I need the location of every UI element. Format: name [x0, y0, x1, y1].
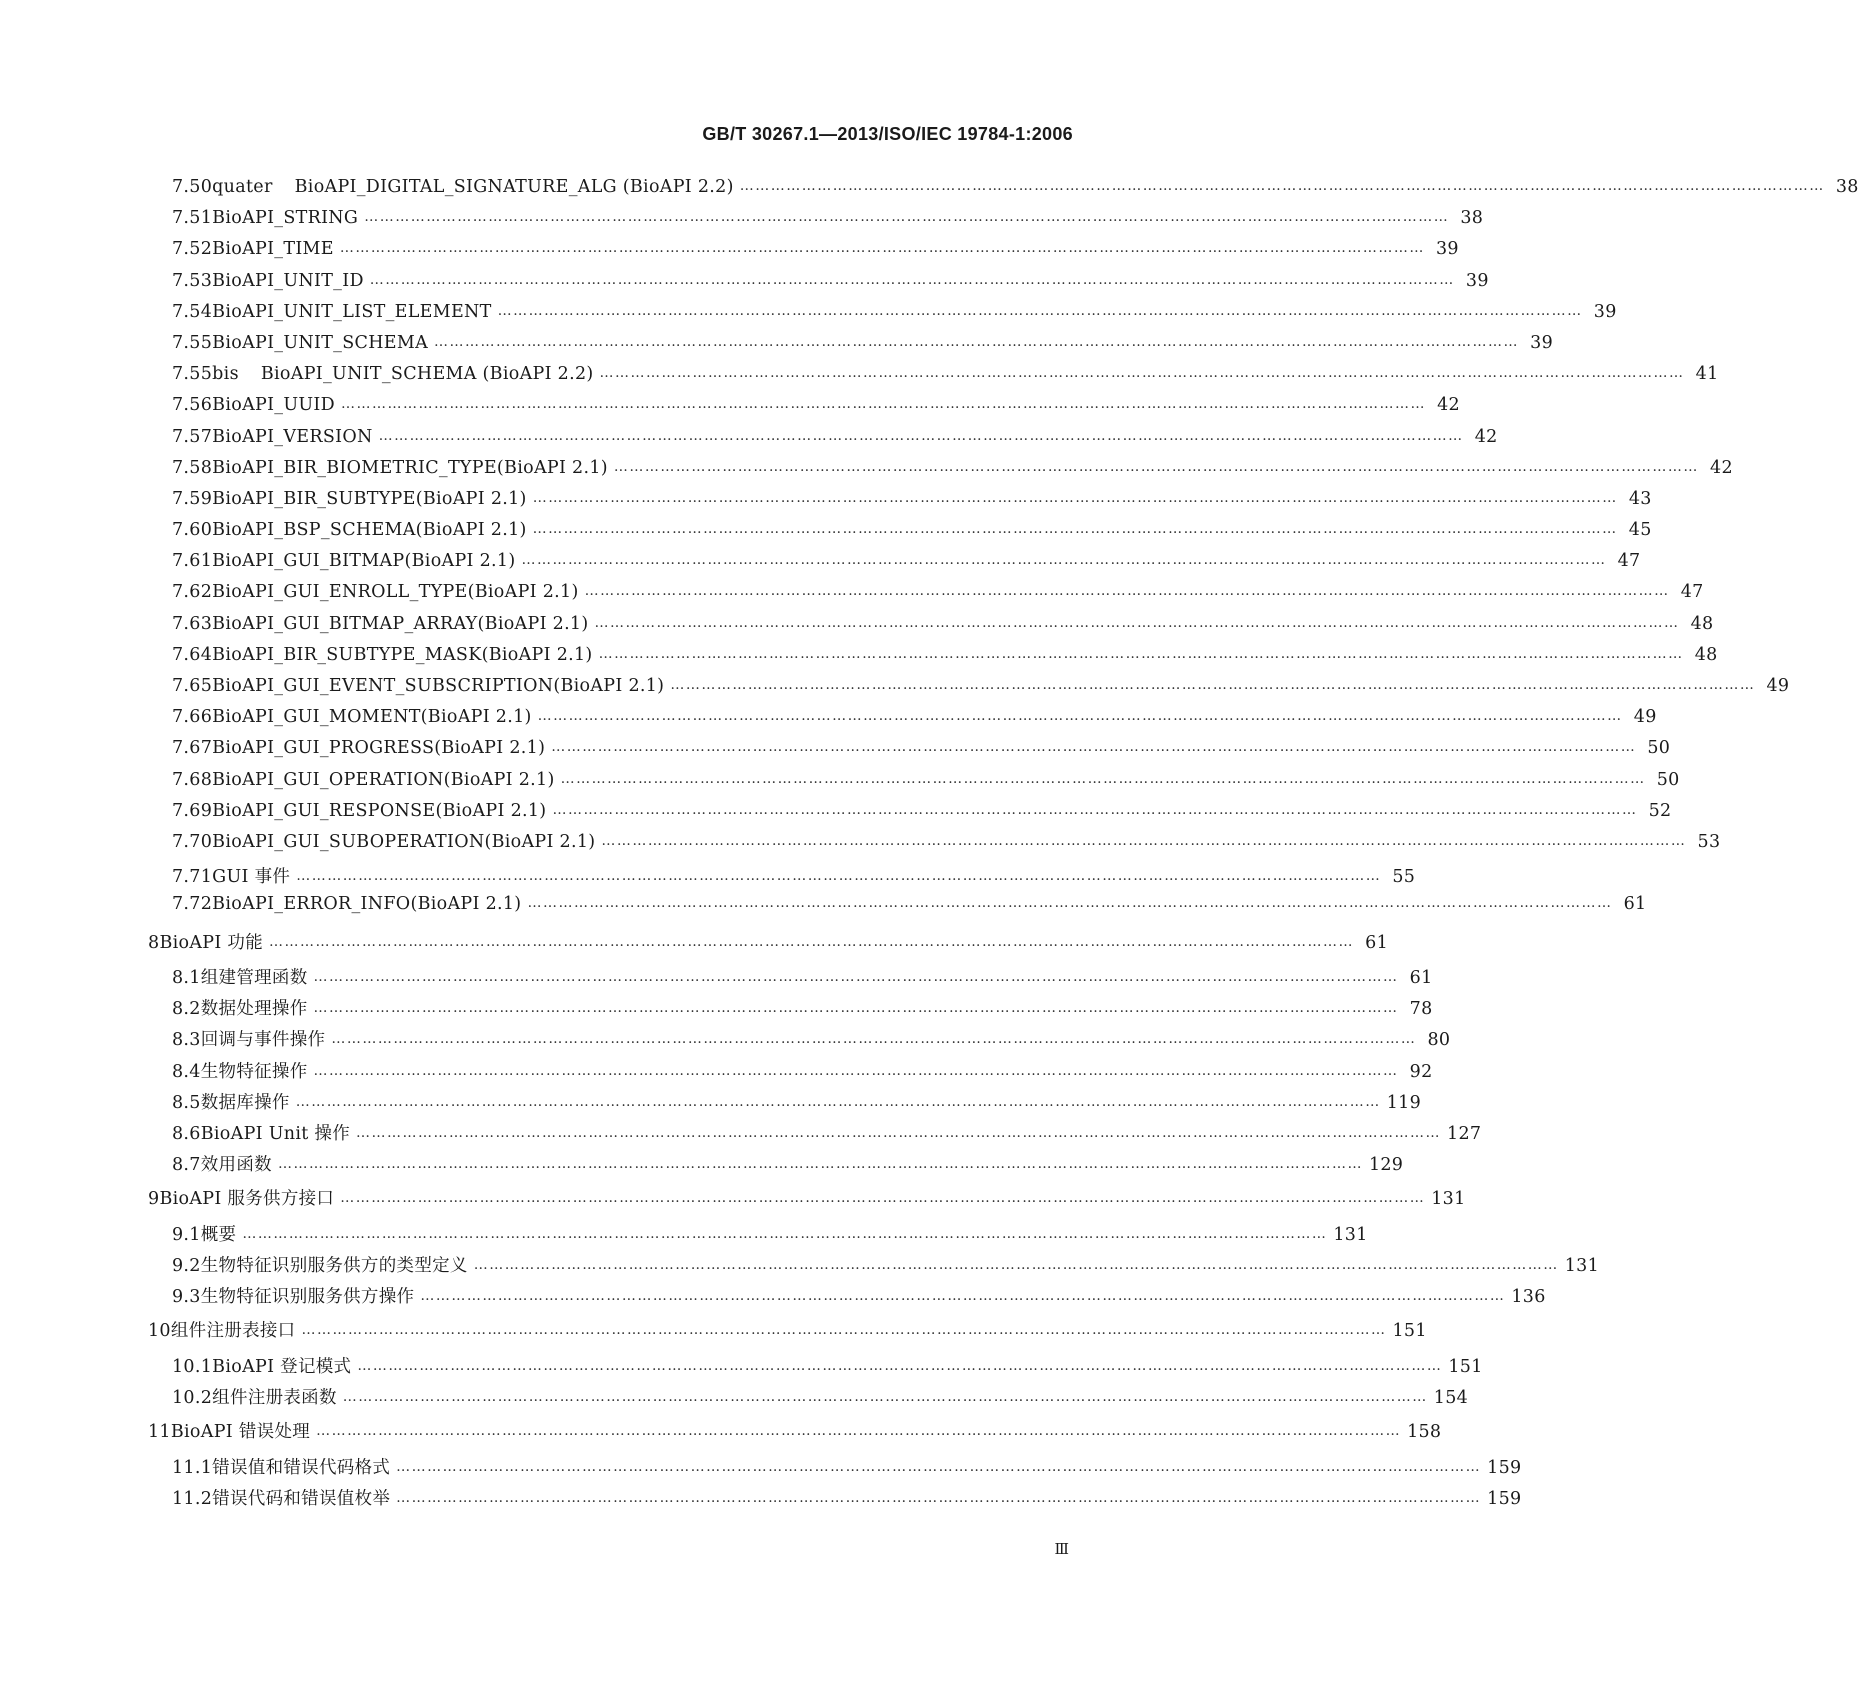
toc-entry-title: BioAPI_GUI_BITMAP(BioAPI 2.1) — [212, 551, 516, 572]
toc-entry-title: BioAPI_GUI_RESPONSE(BioAPI 2.1) — [212, 800, 547, 821]
toc-entry-page: 61 — [1365, 932, 1389, 953]
toc-entry[interactable] — [148, 1221, 1368, 1252]
toc-leader-dots: ………………………………………………………………………………………………………………………………………………………………………………………… — [301, 1322, 1387, 1339]
toc-entry-page: 131 — [1564, 1256, 1600, 1276]
toc-entry[interactable] — [148, 332, 1554, 364]
toc-entry-number: 11.1 — [172, 1457, 213, 1478]
toc-entry-page: 39 — [1465, 270, 1489, 291]
toc-entry-title: BioAPI_GUI_SUBOPERATION(BioAPI 2.1) — [212, 831, 596, 852]
toc-entry-page: 151 — [1392, 1321, 1427, 1342]
toc-entry-number: 8.1 — [172, 968, 201, 988]
toc-entry-page: 47 — [1617, 551, 1641, 572]
toc-entry[interactable] — [148, 1415, 1442, 1454]
toc-entry-page: 78 — [1409, 999, 1433, 1020]
toc-entry-title: 回调与事件操作 — [200, 1030, 326, 1051]
toc-entry-page: 131 — [1431, 1189, 1466, 1210]
toc-leader-dots: ………………………………………………………………………………………………………………………………………………………………………………………… — [552, 801, 1638, 818]
toc-entry-number: 7.63 — [172, 613, 213, 634]
toc-entry[interactable] — [148, 644, 1718, 676]
toc-entry[interactable] — [148, 964, 1433, 995]
toc-entry-number: 7.59 — [172, 488, 213, 509]
toc-leader-dots: ………………………………………………………………………………………………………………………………………………………………………………………… — [396, 1489, 1482, 1506]
toc-leader-dots: ………………………………………………………………………………………………………………………………………………………………………………………… — [594, 614, 1680, 631]
toc-entry-title: BioAPI_UNIT_ID — [212, 270, 364, 291]
toc-entry-title: BioAPI_GUI_EVENT_SUBSCRIPTION(BioAPI 2.1) — [212, 676, 665, 696]
toc-entry-number: 7.54 — [172, 301, 213, 322]
toc-entry-page: 159 — [1487, 1457, 1522, 1478]
toc-entry-page: 119 — [1386, 1092, 1422, 1113]
toc-entry-page: 158 — [1407, 1422, 1442, 1443]
toc-entry-number: 8.5 — [172, 1092, 201, 1113]
toc-entry-page: 45 — [1628, 520, 1652, 541]
toc-entry-page: 42 — [1474, 426, 1498, 447]
toc-entry-page: 47 — [1680, 582, 1704, 603]
toc-entry[interactable] — [148, 208, 1484, 239]
toc-entry[interactable] — [148, 1089, 1422, 1120]
toc-entry-number: 7.55bis — [172, 364, 239, 385]
toc-entry[interactable] — [148, 738, 1671, 769]
toc-leader-dots: ………………………………………………………………………………………………………………………………………………………………………………………… — [551, 739, 1637, 756]
toc-entry-title: BioAPI 服务供方接口 — [159, 1189, 335, 1210]
toc-entry-number: 9 — [148, 1189, 160, 1210]
toc-leader-dots: ………………………………………………………………………………………………………………………………………………………………………………………… — [378, 427, 1464, 444]
toc-entry-title: BioAPI_ERROR_INFO(BioAPI 2.1) — [212, 894, 522, 915]
toc-entry[interactable] — [148, 1384, 1469, 1415]
toc-entry-title: 数据处理操作 — [200, 999, 308, 1020]
toc-entry[interactable] — [148, 395, 1460, 426]
toc-leader-dots: ………………………………………………………………………………………………………………………………………………………………………………………… — [356, 1124, 1442, 1141]
toc-entry-title: BioAPI_GUI_PROGRESS(BioAPI 2.1) — [212, 738, 546, 759]
toc-entry-page: 131 — [1333, 1224, 1368, 1245]
toc-entry-number: 8 — [148, 932, 160, 953]
toc-entry-title: 组件注册表接口 — [170, 1321, 296, 1342]
toc-entry-number: 7.69 — [172, 800, 213, 821]
toc-entry-title: BioAPI_GUI_ENROLL_TYPE(BioAPI 2.1) — [212, 582, 579, 603]
toc-leader-dots: ………………………………………………………………………………………………………………………………………………………………………………………… — [537, 708, 1623, 725]
toc-entry-number: 7.68 — [172, 769, 213, 790]
toc-entry-title: 生物特征操作 — [200, 1061, 308, 1082]
toc-entry-title: 数据库操作 — [200, 1092, 290, 1113]
toc-entry-title: 错误代码和错误值枚举 — [212, 1488, 391, 1509]
toc-entry[interactable] — [148, 1353, 1483, 1384]
toc-leader-dots: ………………………………………………………………………………………………………………………………………………………………………………………… — [601, 832, 1687, 849]
toc-entry-title: BioAPI Unit 操作 — [200, 1123, 351, 1144]
toc-entry-page: 41 — [1695, 364, 1719, 385]
toc-entry[interactable] — [148, 177, 1859, 208]
toc-entry-title: BioAPI 错误处理 — [170, 1422, 311, 1443]
toc-entry[interactable] — [148, 863, 1416, 894]
toc-entry-title: BioAPI 功能 — [159, 932, 264, 953]
toc-entry-page: 43 — [1628, 488, 1652, 509]
toc-entry-page: 151 — [1448, 1356, 1483, 1377]
toc-leader-dots: ………………………………………………………………………………………………………………………………………………………………………………………… — [497, 302, 1583, 319]
toc-leader-dots: ………………………………………………………………………………………………………………………………………………………………………………………… — [613, 458, 1699, 475]
toc-entry-page: 129 — [1368, 1155, 1404, 1176]
toc-entry-title: BioAPI_GUI_MOMENT(BioAPI 2.1) — [212, 707, 532, 728]
toc-entry[interactable] — [148, 894, 1647, 925]
toc-entry-page: 55 — [1392, 867, 1416, 888]
toc-leader-dots: ………………………………………………………………………………………………………………………………………………………………………………………… — [396, 1458, 1482, 1475]
toc-entry[interactable] — [148, 707, 1657, 738]
toc-leader-dots: ………………………………………………………………………………………………………………………………………………………………………………………… — [331, 1031, 1417, 1048]
toc-entry-page: 49 — [1766, 676, 1790, 696]
toc-leader-dots: ………………………………………………………………………………………………………………………………………………………………………………………… — [313, 1000, 1399, 1017]
toc-entry-number: 8.4 — [172, 1061, 201, 1082]
toc-entry-number: 7.50quater — [172, 177, 273, 197]
toc-entry[interactable] — [148, 1485, 1522, 1516]
toc-entry-page: 48 — [1690, 613, 1714, 634]
toc-entry-number: 7.62 — [172, 582, 213, 603]
toc-leader-dots: ………………………………………………………………………………………………………………………………………………………………………………………… — [269, 933, 1355, 950]
toc-entry-number: 8.3 — [172, 1030, 201, 1051]
toc-entry-number: 8.6 — [172, 1123, 201, 1144]
toc-entry-page: 154 — [1433, 1388, 1469, 1409]
toc-entry[interactable] — [148, 1454, 1522, 1485]
toc-entry-title: BioAPI_UUID — [212, 395, 335, 416]
toc-entry-title: BioAPI_GUI_OPERATION(BioAPI 2.1) — [212, 769, 555, 790]
toc-entry-title: 生物特征识别服务供方操作 — [200, 1287, 415, 1308]
table-of-contents — [148, 177, 1859, 1516]
toc-entry-number: 7.51 — [172, 208, 213, 229]
toc-entry-page: 38 — [1460, 208, 1484, 229]
toc-entry-title: BioAPI_BIR_BIOMETRIC_TYPE(BioAPI 2.1) — [212, 457, 608, 478]
toc-entry-page: 50 — [1647, 738, 1671, 759]
toc-leader-dots: ………………………………………………………………………………………………………………………………………………………………………………………… — [357, 1357, 1443, 1374]
toc-entry[interactable] — [148, 769, 1680, 801]
toc-entry-page: 42 — [1437, 395, 1460, 416]
toc-entry-page: 127 — [1447, 1123, 1482, 1144]
toc-leader-dots: ………………………………………………………………………………………………………………………………………………………………………………………… — [584, 583, 1670, 600]
toc-entry-number: 7.53 — [172, 270, 213, 291]
toc-entry-page: 42 — [1710, 457, 1733, 478]
toc-entry-number: 7.66 — [172, 707, 213, 728]
toc-entry-page: 49 — [1633, 707, 1657, 728]
toc-entry[interactable] — [148, 1252, 1600, 1283]
toc-entry-page: 39 — [1435, 239, 1459, 260]
toc-entry-title: BioAPI 登记模式 — [212, 1356, 352, 1377]
toc-entry-title: BioAPI_UNIT_SCHEMA — [212, 332, 429, 353]
toc-entry-page: 39 — [1593, 301, 1617, 322]
toc-entry-title: 效用函数 — [200, 1155, 272, 1176]
toc-entry-title: BioAPI_VERSION — [212, 426, 373, 447]
toc-entry[interactable] — [148, 1314, 1427, 1353]
toc-entry-title: 错误值和错误代码格式 — [212, 1457, 391, 1478]
toc-entry-title: BioAPI_TIME — [212, 239, 334, 260]
toc-entry[interactable] — [148, 1283, 1546, 1314]
toc-entry-number: 10 — [148, 1321, 171, 1342]
toc-entry[interactable] — [148, 1120, 1482, 1151]
toc-entry-title: BioAPI_GUI_BITMAP_ARRAY(BioAPI 2.1) — [212, 613, 589, 634]
toc-entry-page: 61 — [1409, 968, 1433, 988]
toc-entry-page: 159 — [1487, 1488, 1522, 1509]
toc-entry-page: 136 — [1511, 1287, 1546, 1308]
toc-entry-title: 组件注册表函数 — [212, 1388, 337, 1409]
toc-entry-title: 组建管理函数 — [200, 968, 308, 988]
toc-entry[interactable] — [148, 301, 1617, 333]
toc-entry-number: 8.2 — [172, 999, 201, 1020]
toc-entry-title: BioAPI_BIR_SUBTYPE(BioAPI 2.1) — [212, 488, 527, 509]
toc-entry-title: BioAPI_DIGITAL_SIGNATURE_ALG (BioAPI 2.2) — [294, 177, 734, 197]
toc-leader-dots: ………………………………………………………………………………………………………………………………………………………………………………………… — [739, 178, 1825, 194]
toc-leader-dots: ………………………………………………………………………………………………………………………………………………………………………………………… — [277, 1156, 1363, 1173]
toc-leader-dots: ………………………………………………………………………………………………………………………………………………………………………………………… — [420, 1288, 1506, 1305]
toc-entry-page: 48 — [1694, 644, 1718, 665]
toc-entry-number: 7.58 — [172, 457, 213, 478]
toc-entry-number: 7.67 — [172, 738, 213, 759]
toc-entry[interactable] — [148, 364, 1719, 395]
toc-entry[interactable] — [148, 831, 1721, 863]
toc-entry-number: 9.2 — [172, 1256, 201, 1276]
toc-leader-dots: ………………………………………………………………………………………………………………………………………………………………………………………… — [521, 552, 1607, 569]
toc-entry[interactable] — [148, 995, 1433, 1026]
toc-entry-number: 8.7 — [172, 1155, 201, 1176]
toc-entry[interactable] — [148, 426, 1498, 458]
toc-entry[interactable] — [148, 551, 1641, 582]
toc-entry-page: 52 — [1648, 800, 1672, 821]
toc-entry-title: BioAPI_BSP_SCHEMA(BioAPI 2.1) — [212, 520, 527, 541]
toc-leader-dots: ………………………………………………………………………………………………………………………………………………………………………………………… — [599, 365, 1685, 382]
toc-entry-number: 10.1 — [172, 1356, 213, 1377]
toc-entry-page: 80 — [1427, 1030, 1451, 1051]
toc-entry-number: 7.60 — [172, 520, 213, 541]
toc-entry-title: BioAPI_UNIT_SCHEMA (BioAPI 2.2) — [260, 364, 594, 385]
toc-entry-number: 7.65 — [172, 676, 213, 696]
toc-entry[interactable] — [148, 582, 1704, 613]
toc-leader-dots: ………………………………………………………………………………………………………………………………………………………………………………………… — [295, 1093, 1381, 1110]
toc-entry-number: 7.61 — [172, 551, 213, 572]
toc-leader-dots: ………………………………………………………………………………………………………………………………………………………………………………………… — [670, 677, 1756, 693]
toc-leader-dots: ………………………………………………………………………………………………………………………………………………………………………………………… — [342, 1389, 1428, 1406]
toc-leader-dots: ………………………………………………………………………………………………………………………………………………………………………………………… — [364, 209, 1450, 226]
toc-entry[interactable] — [148, 239, 1459, 270]
toc-leader-dots: ………………………………………………………………………………………………………………………………………………………………………………………… — [316, 1423, 1402, 1440]
toc-entry-number: 11.2 — [172, 1488, 213, 1509]
toc-entry-number: 10.2 — [172, 1388, 213, 1409]
toc-entry-number: 7.57 — [172, 426, 213, 447]
toc-entry[interactable] — [148, 613, 1714, 645]
toc-entry-title: 生物特征识别服务供方的类型定义 — [200, 1256, 468, 1276]
toc-leader-dots: ………………………………………………………………………………………………………………………………………………………………………………………… — [369, 271, 1455, 288]
toc-leader-dots: ………………………………………………………………………………………………………………………………………………………………………………………… — [598, 645, 1684, 662]
toc-entry-page: 92 — [1409, 1061, 1433, 1082]
toc-leader-dots: ………………………………………………………………………………………………………………………………………………………………………………………… — [313, 1062, 1399, 1079]
toc-leader-dots: ………………………………………………………………………………………………………………………………………………………………………………………… — [313, 969, 1399, 985]
toc-leader-dots: ………………………………………………………………………………………………………………………………………………………………………………………… — [340, 396, 1426, 413]
toc-entry-number: 11 — [148, 1422, 171, 1443]
toc-entry[interactable] — [148, 520, 1652, 551]
toc-entry[interactable] — [148, 270, 1489, 302]
toc-leader-dots: ………………………………………………………………………………………………………………………………………………………………………………………… — [560, 770, 1646, 787]
toc-leader-dots: ………………………………………………………………………………………………………………………………………………………………………………………… — [527, 895, 1613, 912]
toc-leader-dots: ………………………………………………………………………………………………………………………………………………………………………………………… — [339, 240, 1425, 257]
toc-entry-number: 7.72 — [172, 894, 213, 915]
toc-entry-page: 61 — [1623, 894, 1647, 915]
toc-leader-dots: ………………………………………………………………………………………………………………………………………………………………………………………… — [473, 1257, 1559, 1273]
toc-entry[interactable] — [148, 1182, 1466, 1221]
toc-entry-page: 53 — [1697, 831, 1721, 852]
toc-entry-page: 50 — [1656, 769, 1680, 790]
toc-entry-title: 概要 — [200, 1224, 237, 1245]
toc-leader-dots: ………………………………………………………………………………………………………………………………………………………………………………………… — [434, 333, 1520, 350]
toc-entry-number: 9.3 — [172, 1287, 201, 1308]
toc-entry-number: 9.1 — [172, 1224, 201, 1245]
toc-leader-dots: ………………………………………………………………………………………………………………………………………………………………………………………… — [242, 1225, 1328, 1242]
toc-entry[interactable] — [148, 1058, 1433, 1089]
toc-entry-number: 7.56 — [172, 395, 213, 416]
toc-leader-dots: ………………………………………………………………………………………………………………………………………………………………………………………… — [296, 868, 1382, 885]
toc-entry-number: 7.52 — [172, 239, 213, 260]
toc-entry-number: 7.55 — [172, 332, 213, 353]
toc-entry-title: GUI 事件 — [212, 867, 291, 888]
toc-entry-title: BioAPI_STRING — [212, 208, 359, 229]
toc-entry[interactable] — [148, 926, 1389, 965]
toc-entry[interactable] — [148, 488, 1652, 520]
page-folio: Ⅲ — [1054, 1540, 1069, 1558]
toc-entry[interactable] — [148, 1026, 1451, 1057]
toc-entry-title: BioAPI_BIR_SUBTYPE_MASK(BioAPI 2.1) — [212, 644, 593, 665]
document-header: GB/T 30267.1—2013/ISO/IEC 19784-1:2006 — [702, 124, 1073, 144]
toc-entry-number: 7.71 — [172, 867, 213, 888]
toc-leader-dots: ………………………………………………………………………………………………………………………………………………………………………………………… — [532, 521, 1618, 538]
toc-entry[interactable] — [148, 1151, 1404, 1182]
toc-entry-number: 7.70 — [172, 831, 213, 852]
toc-entry[interactable] — [148, 800, 1672, 832]
toc-entry[interactable] — [148, 457, 1733, 489]
toc-entry-number: 7.64 — [172, 644, 213, 665]
toc-entry-title: BioAPI_UNIT_LIST_ELEMENT — [212, 301, 492, 322]
toc-entry[interactable] — [148, 676, 1790, 707]
toc-entry-page: 38 — [1835, 177, 1859, 197]
toc-entry-page: 39 — [1530, 332, 1554, 353]
toc-leader-dots: ………………………………………………………………………………………………………………………………………………………………………………………… — [532, 489, 1618, 506]
toc-leader-dots: ………………………………………………………………………………………………………………………………………………………………………………………… — [340, 1190, 1426, 1207]
